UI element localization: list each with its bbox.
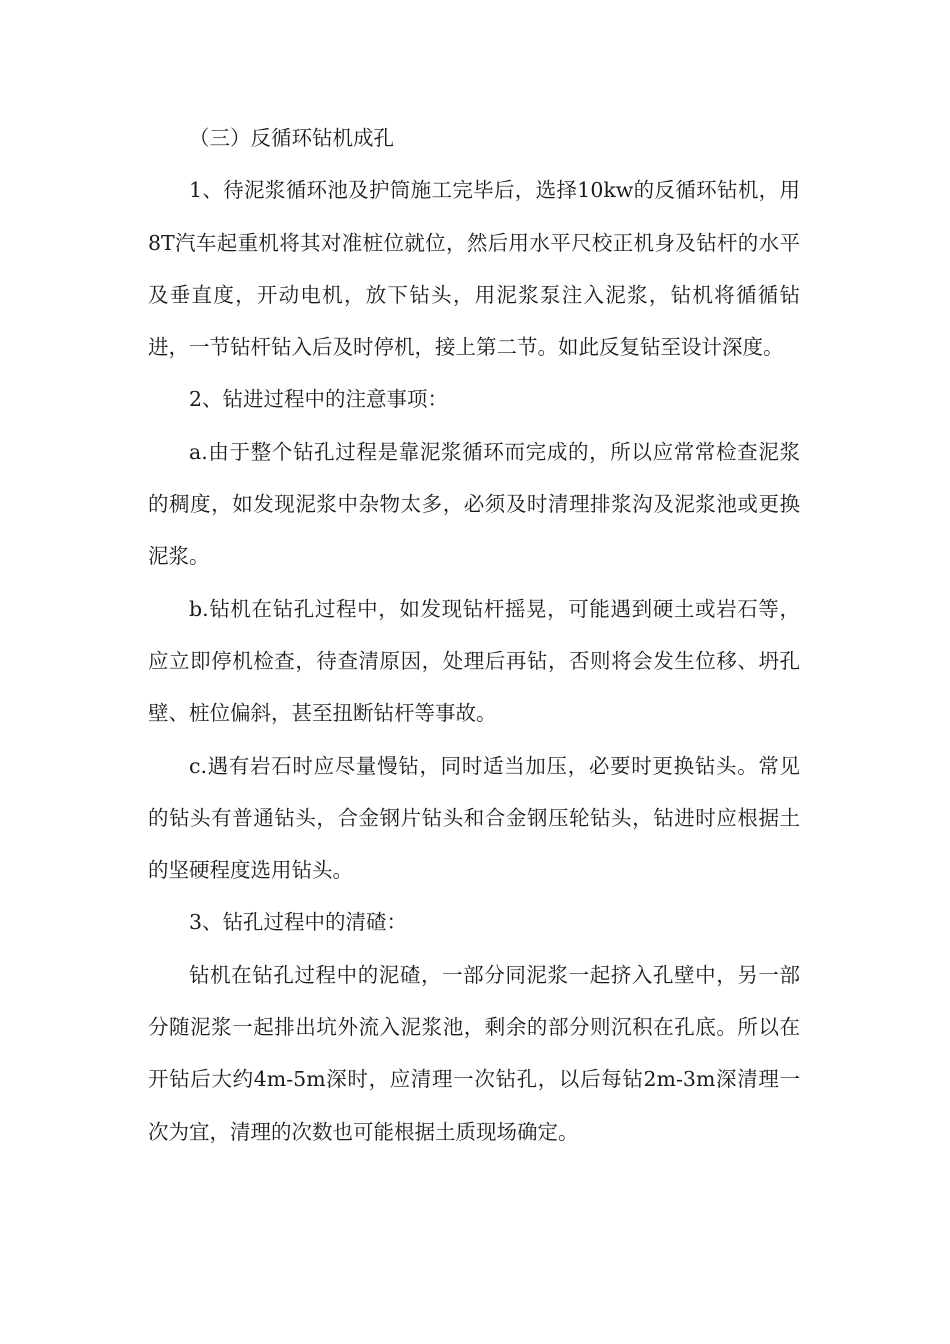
paragraph-cleaning-detail: 钻机在钻孔过程中的泥碴，一部分同泥浆一起挤入孔壁中，另一部分随泥浆一起排出坑外流入泥浆池，剩余的部分则沉积在孔底。所以在开钻后大约4m-5m深时，应清理一次钻孔，以后每钻2m-3m深清理一次为宜，清理的次数也可能根据土质现场确定。: [148, 962, 800, 1144]
paragraph-cleaning-heading: 3、钻孔过程中的清碴：: [189, 910, 408, 935]
document-page: [148, 112, 800, 1158]
paragraph-precaution-b: b.钻机在钻孔过程中，如发现钻杆摇晃，可能遇到硬土或岩石等，应立即停机检查，待查清原因，处理后再钻，否则将会发生位移、坍孔壁、桩位偏斜，甚至扭断钻杆等事故。: [148, 596, 800, 726]
section-title: （三）反循环钻机成孔: [189, 126, 394, 150]
paragraph-precaution-c: c.遇有岩石时应尽量慢钻，同时适当加压，必要时更换钻头。常见的钻头有普通钻头，合金钢片钻头和合金钢压轮钻头，钻进时应根据土的坚硬程度选用钻头。: [148, 753, 800, 883]
paragraph-drilling-precautions-heading: 2、钻进过程中的注意事项：: [189, 387, 449, 412]
paragraph-precaution-a: a.由于整个钻孔过程是靠泥浆循环而完成的，所以应常常检查泥浆的稠度，如发现泥浆中杂物太多，必须及时清理排浆沟及泥浆池或更换泥浆。: [148, 439, 800, 569]
paragraph-drilling-procedure: 1、待泥浆循环池及护筒施工完毕后，选择10kw的反循环钻机，用8T汽车起重机将其对准桩位就位，然后用水平尺校正机身及钻杆的水平及垂直度，开动电机，放下钻头，用泥浆泵注入泥浆，钻机将循循钻进，一节钻杆钻入后及时停机，接上第二节。如此反复钻至设计深度。: [148, 178, 800, 360]
